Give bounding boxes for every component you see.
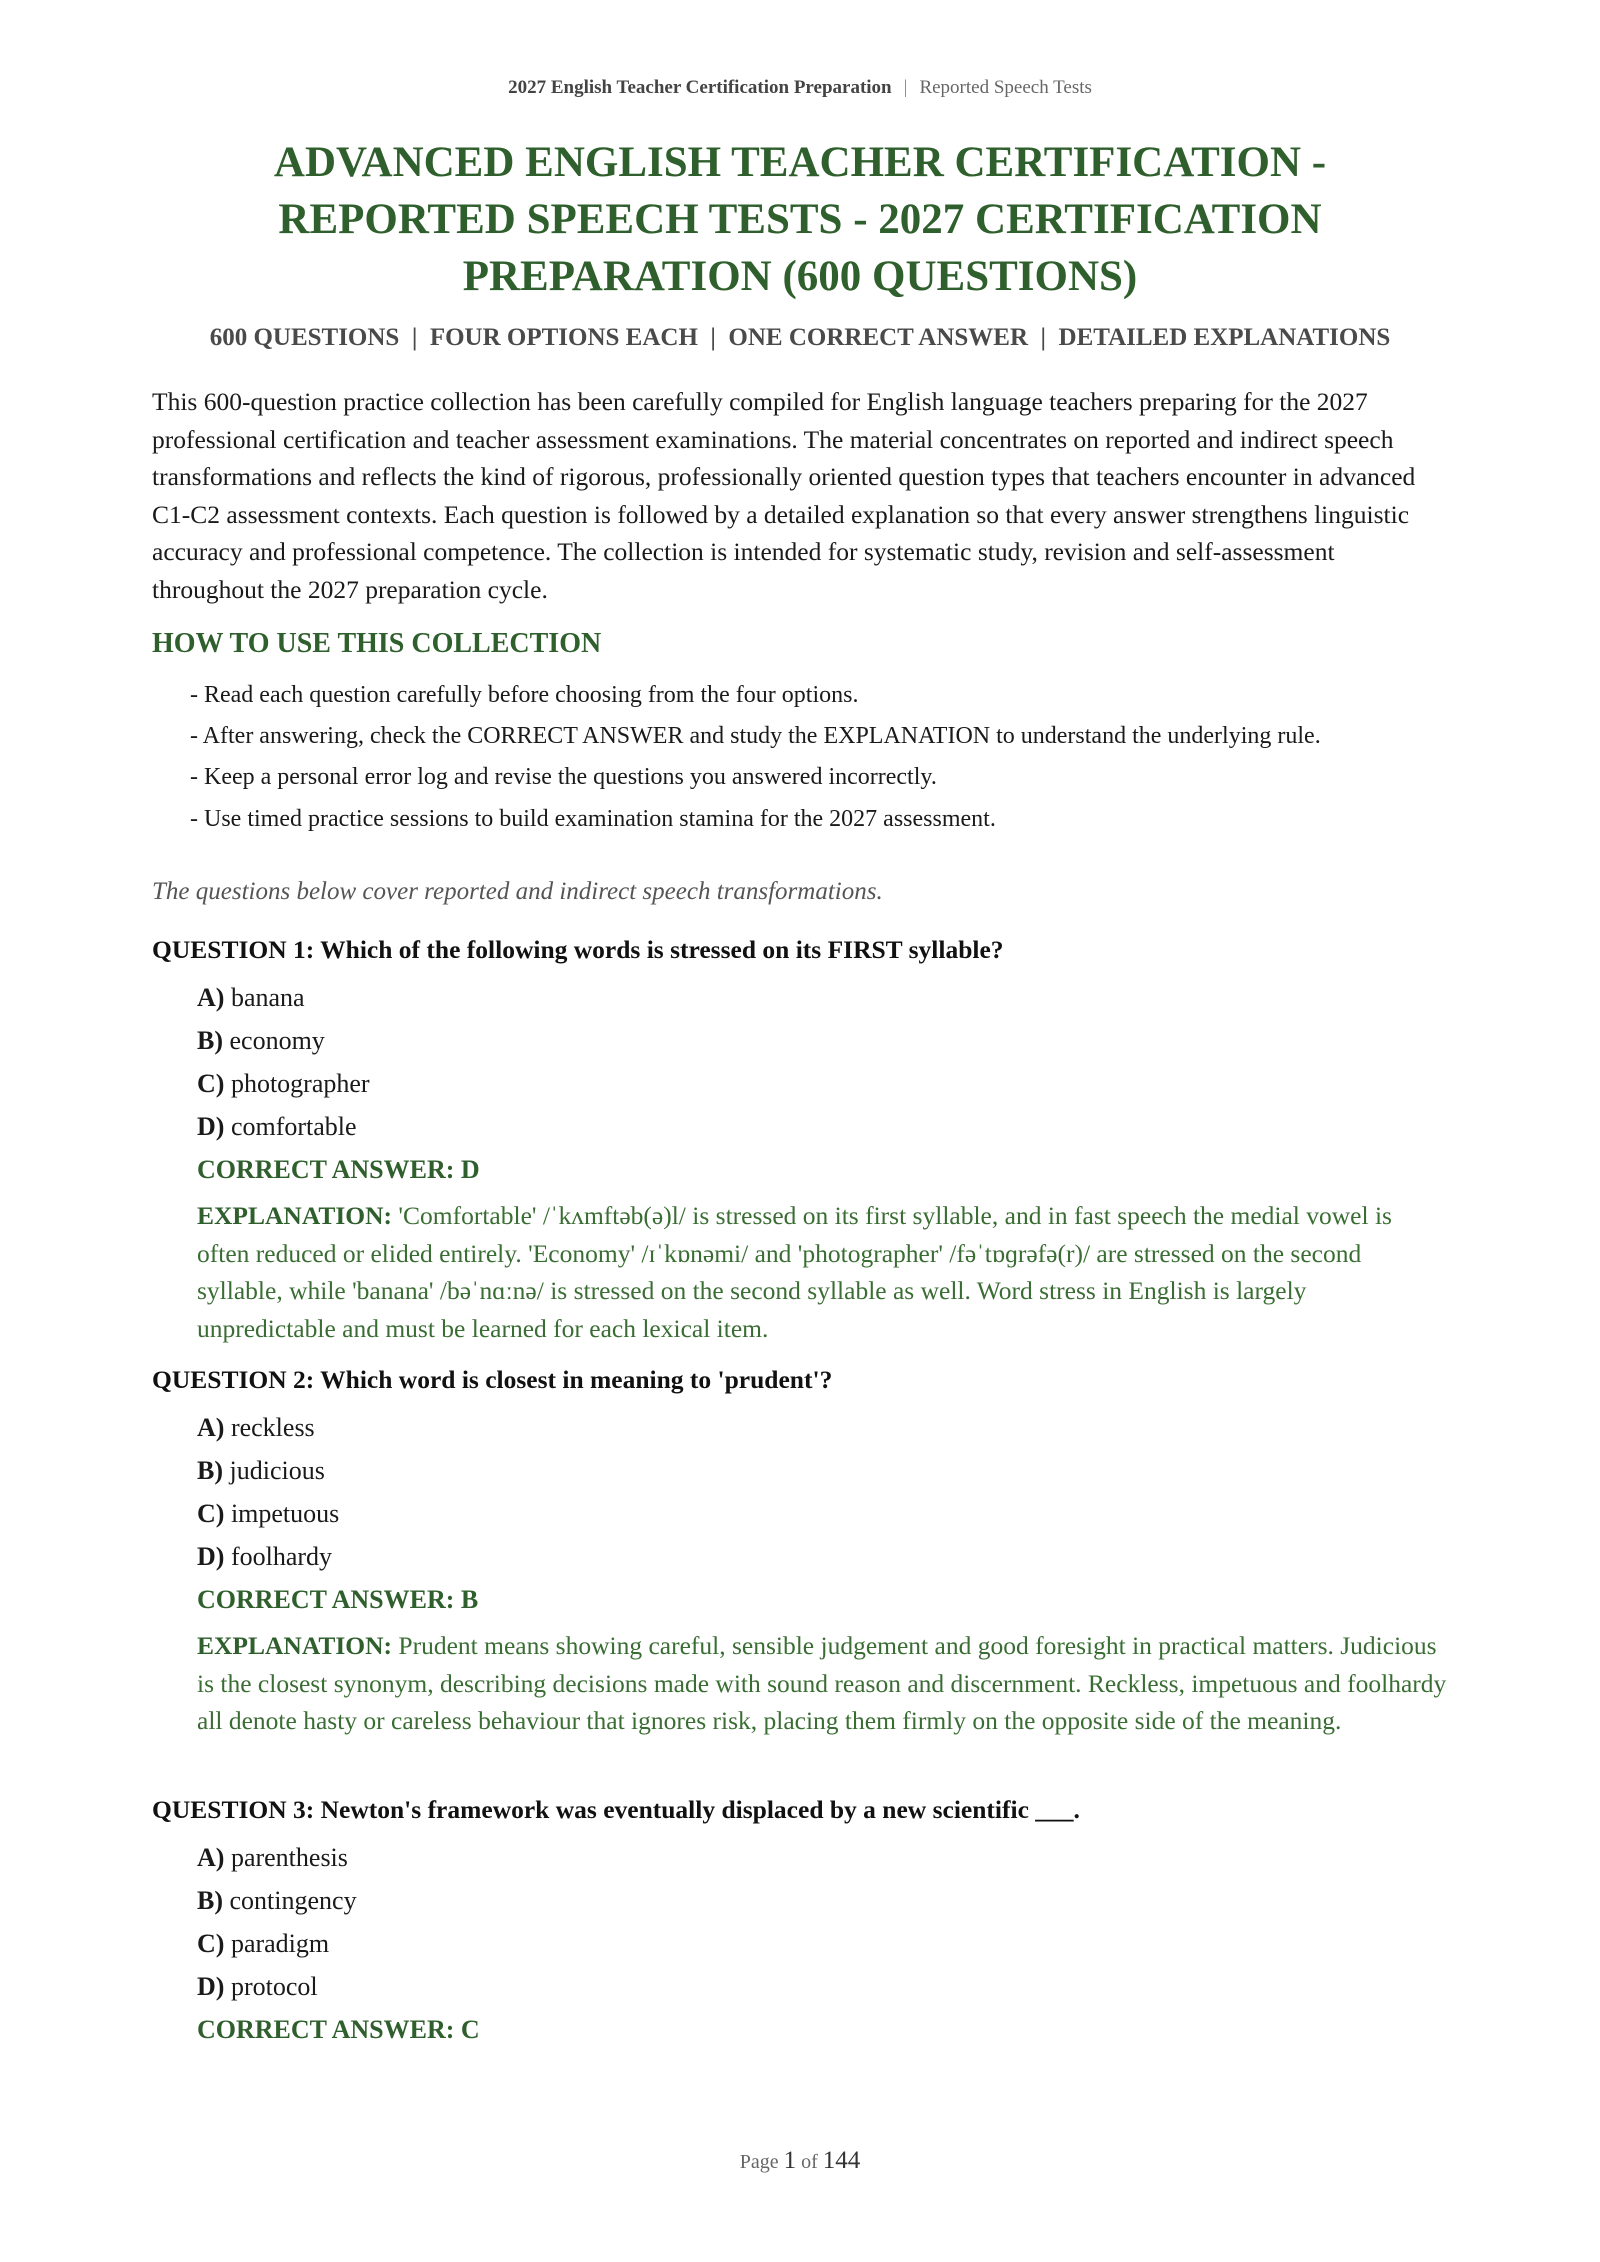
how-to-use-list <box>190 677 1420 843</box>
explanation <box>197 1627 1448 1740</box>
question-stem: QUESTION 2: Which word is closest in meaning to 'prudent'? <box>152 1365 833 1394</box>
option-text: comfortable <box>230 1112 357 1141</box>
option-letter: C) <box>197 1499 225 1528</box>
question-2 <box>152 1362 1448 1740</box>
option-letter: A) <box>197 1413 225 1442</box>
question-stem: QUESTION 3: Newton's framework was eventually displaced by a new scientific ___. <box>152 1795 1080 1824</box>
section-note: The questions below cover reported and indirect speech transformations. <box>152 878 883 905</box>
option-text: judicious <box>229 1456 325 1485</box>
option-text: banana <box>230 983 305 1012</box>
page-word: Page <box>739 2151 779 2173</box>
explanation-label: EXPLANATION: <box>197 1631 393 1660</box>
running-header-right: Reported Speech Tests <box>919 77 1092 98</box>
option-list <box>197 1406 1448 1578</box>
correct-answer: CORRECT ANSWER: C <box>197 2015 480 2044</box>
option-letter: B) <box>197 1026 223 1055</box>
option-text: impetuous <box>230 1499 340 1528</box>
how-to-use-item: - Use timed practice sessions to build examination stamina for the 2027 assessment. <box>190 806 996 832</box>
option-a <box>197 1406 1448 1449</box>
option-letter: B) <box>197 1456 223 1485</box>
option-text: parenthesis <box>230 1843 348 1872</box>
option-letter: A) <box>197 983 225 1012</box>
correct-answer: CORRECT ANSWER: B <box>197 1585 479 1614</box>
question-3 <box>152 1792 1448 2051</box>
page-footer <box>0 2146 1600 2177</box>
option-text: photographer <box>230 1069 370 1098</box>
option-a <box>197 976 1448 1019</box>
option-letter: C) <box>197 1069 225 1098</box>
option-c <box>197 1062 1448 1105</box>
explanation-text: Prudent means showing careful, sensible judgement and good foresight in practical matters. Judicious is the closest synonym, describing decisions made with sound reason and discernment. Reckless, impetuous and foolhardy all denote hasty or careless behaviour that ignores risk, placing them firmly on the opposite side of the meaning. <box>197 1631 1447 1735</box>
option-a <box>197 1836 1448 1879</box>
option-text: foolhardy <box>230 1542 333 1571</box>
option-d <box>197 1105 1448 1148</box>
running-header-separator: | <box>903 77 908 98</box>
option-b <box>197 1449 1448 1492</box>
option-text: reckless <box>230 1413 315 1442</box>
how-to-use-item: - Read each question carefully before choosing from the four options. <box>190 682 859 708</box>
how-to-use-heading: HOW TO USE THIS COLLECTION <box>152 628 602 659</box>
option-list <box>197 976 1448 1148</box>
option-b <box>197 1879 1448 1922</box>
option-c <box>197 1922 1448 1965</box>
running-header-left: 2027 English Teacher Certification Preparation <box>508 77 892 98</box>
current-page-number: 1 <box>783 2147 797 2174</box>
option-letter: D) <box>197 1112 225 1141</box>
option-list <box>197 1836 1448 2008</box>
option-text: economy <box>229 1026 325 1055</box>
document-title: ADVANCED ENGLISH TEACHER CERTIFICATION - REPORTED SPEECH TESTS - 2027 CERTIFICATION PREPARATION (600 QUESTIONS) <box>273 139 1327 300</box>
option-b <box>197 1019 1448 1062</box>
option-text: contingency <box>229 1886 357 1915</box>
option-letter: A) <box>197 1843 225 1872</box>
option-d <box>197 1965 1448 2008</box>
option-c <box>197 1492 1448 1535</box>
document-subtitle: 600 QUESTIONS | FOUR OPTIONS EACH | ONE CORRECT ANSWER | DETAILED EXPLANATIONS <box>209 324 1391 351</box>
option-text: protocol <box>230 1972 318 2001</box>
intro-paragraph: This 600-question practice collection has been carefully compiled for English language teachers preparing for the 2027 professional certification and teacher assessment examinations. The material concentrates on reported and indirect speech transformations and reflects the kind of rigorous, professionally oriented question types that teachers encounter in advanced C1-C2 assessment contexts. Each question is followed by a detailed explanation so that every answer strengthens linguistic accuracy and professional competence. The collection is intended for systematic study, revision and self-assessment throughout the 2027 preparation cycle. <box>152 387 1416 604</box>
explanation-text: 'Comfortable' /ˈkʌmftəb(ə)l/ is stressed on its first syllable, and in fast speech the medial vowel is often reduced or elided entirely. 'Economy' /ɪˈkɒnəmi/ and 'photographer' /fəˈtɒɡrəfə(r)/ are stressed on the second syllable, while 'banana' /bəˈnɑːnə/ is stressed on the second syllable as well. Word stress in English is largely unpredictable and must be learned for each lexical item. <box>197 1201 1392 1343</box>
question-stem: QUESTION 1: Which of the following words is stressed on its FIRST syllable? <box>152 935 1004 964</box>
how-to-use-item: - After answering, check the CORRECT ANSWER and study the EXPLANATION to understand the underlying rule. <box>190 723 1321 749</box>
question-1 <box>152 932 1448 1347</box>
option-text: paradigm <box>230 1929 330 1958</box>
total-page-count: 144 <box>822 2147 861 2174</box>
how-to-use-item: - Keep a personal error log and revise the questions you answered incorrectly. <box>190 764 937 790</box>
running-header <box>0 76 1600 100</box>
explanation-label: EXPLANATION: <box>197 1201 393 1230</box>
explanation <box>197 1197 1448 1347</box>
option-letter: D) <box>197 1972 225 2001</box>
option-letter: D) <box>197 1542 225 1571</box>
option-letter: C) <box>197 1929 225 1958</box>
option-letter: B) <box>197 1886 223 1915</box>
option-d <box>197 1535 1448 1578</box>
correct-answer: CORRECT ANSWER: D <box>197 1155 480 1184</box>
of-word: of <box>801 2151 818 2173</box>
